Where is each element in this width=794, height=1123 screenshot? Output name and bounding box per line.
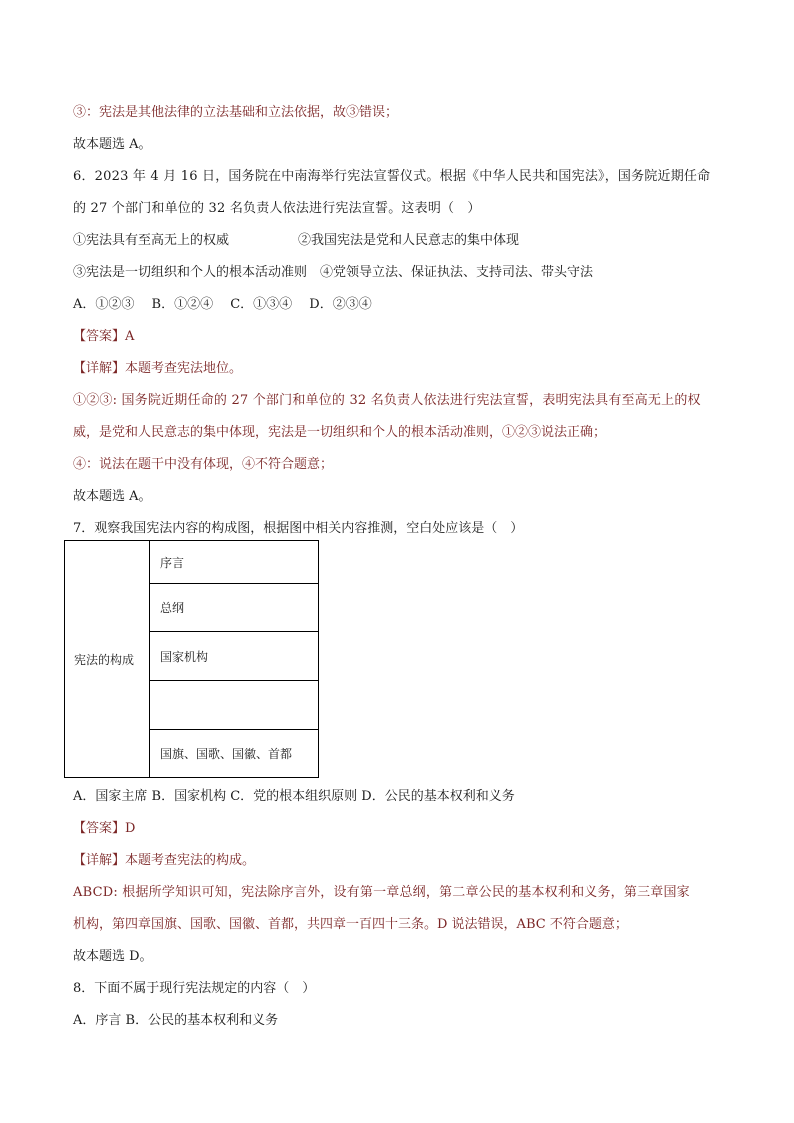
text-line: 故本题选 A。 <box>73 137 152 152</box>
question-8-stem: 8．下面不属于现行宪法规定的内容（ ） <box>73 981 316 996</box>
explanation-line: ①②③: 国务院近期任命的 27 个部门和单位的 32 名负责人依法进行宪法宣誓，表明宪法具有至高无上的权 <box>73 393 701 408</box>
table-left-label: 宪法的构成 <box>65 541 150 778</box>
question-7-choices: A．国家主席 B．国家机构 C．党的根本组织原则 D．公民的基本权利和义务 <box>73 789 515 804</box>
detail-label: 【详解】本题考查宪法的构成。 <box>73 853 256 868</box>
question-8-choices: A．序言 B．公民的基本权利和义务 <box>73 1013 279 1028</box>
answer-label: 【答案】D <box>73 821 136 836</box>
explanation-line: ABCD: 根据所学知识可知，宪法除序言外，设有第一章总纲，第二章公民的基本权利和义务，第三章国家 <box>73 885 690 900</box>
text-line: 故本题选 D。 <box>73 949 153 964</box>
question-6-option: ②我国宪法是党和人民意志的集中体现 <box>298 233 520 248</box>
table-cell: 国旗、国歌、国徽、首都 <box>150 730 319 778</box>
explanation-line: 威，是党和人民意志的集中体现，宪法是一切组织和个人的根本活动准则，①②③说法正确； <box>73 425 607 440</box>
question-6-option: ①宪法具有至高无上的权威 <box>73 233 230 248</box>
question-6-stem: 的 27 个部门和单位的 32 名负责人依法进行宪法宣誓。这表明（ ） <box>73 201 481 216</box>
table-cell-blank <box>150 681 319 730</box>
answer-label: 【答案】A <box>73 329 135 344</box>
table-cell: 序言 <box>150 541 319 584</box>
question-7-stem: 7．观察我国宪法内容的构成图，根据图中相关内容推测，空白处应该是（ ） <box>73 521 524 536</box>
question-6-stem: 6．2023 年 4 月 16 日，国务院在中南海举行宪法宣誓仪式。根据《中华人民共和国宪法》，国务院近期任命 <box>73 169 711 184</box>
explanation-line: 机构，第四章国旗、国歌、国徽、首都，共四章一百四十三条。D 说法错误，ABC 不符合题意； <box>73 917 628 932</box>
constitution-structure-table <box>64 540 319 778</box>
text-line: ③：宪法是其他法律的立法基础和立法依据，故③错误； <box>73 105 399 120</box>
explanation-line: ④：说法在题干中没有体现，④不符合题意； <box>73 457 334 472</box>
text-line: 故本题选 A。 <box>73 489 152 504</box>
table-cell: 总纲 <box>150 584 319 632</box>
question-6-choices: A．①②③ B．①②④ C．①③④ D．②③④ <box>73 297 372 312</box>
question-6-option: ③宪法是一切组织和个人的根本活动准则 ④党领导立法、保证执法、支持司法、带头守法 <box>73 265 594 280</box>
table-cell: 国家机构 <box>150 632 319 681</box>
detail-label: 【详解】本题考查宪法地位。 <box>73 361 243 376</box>
